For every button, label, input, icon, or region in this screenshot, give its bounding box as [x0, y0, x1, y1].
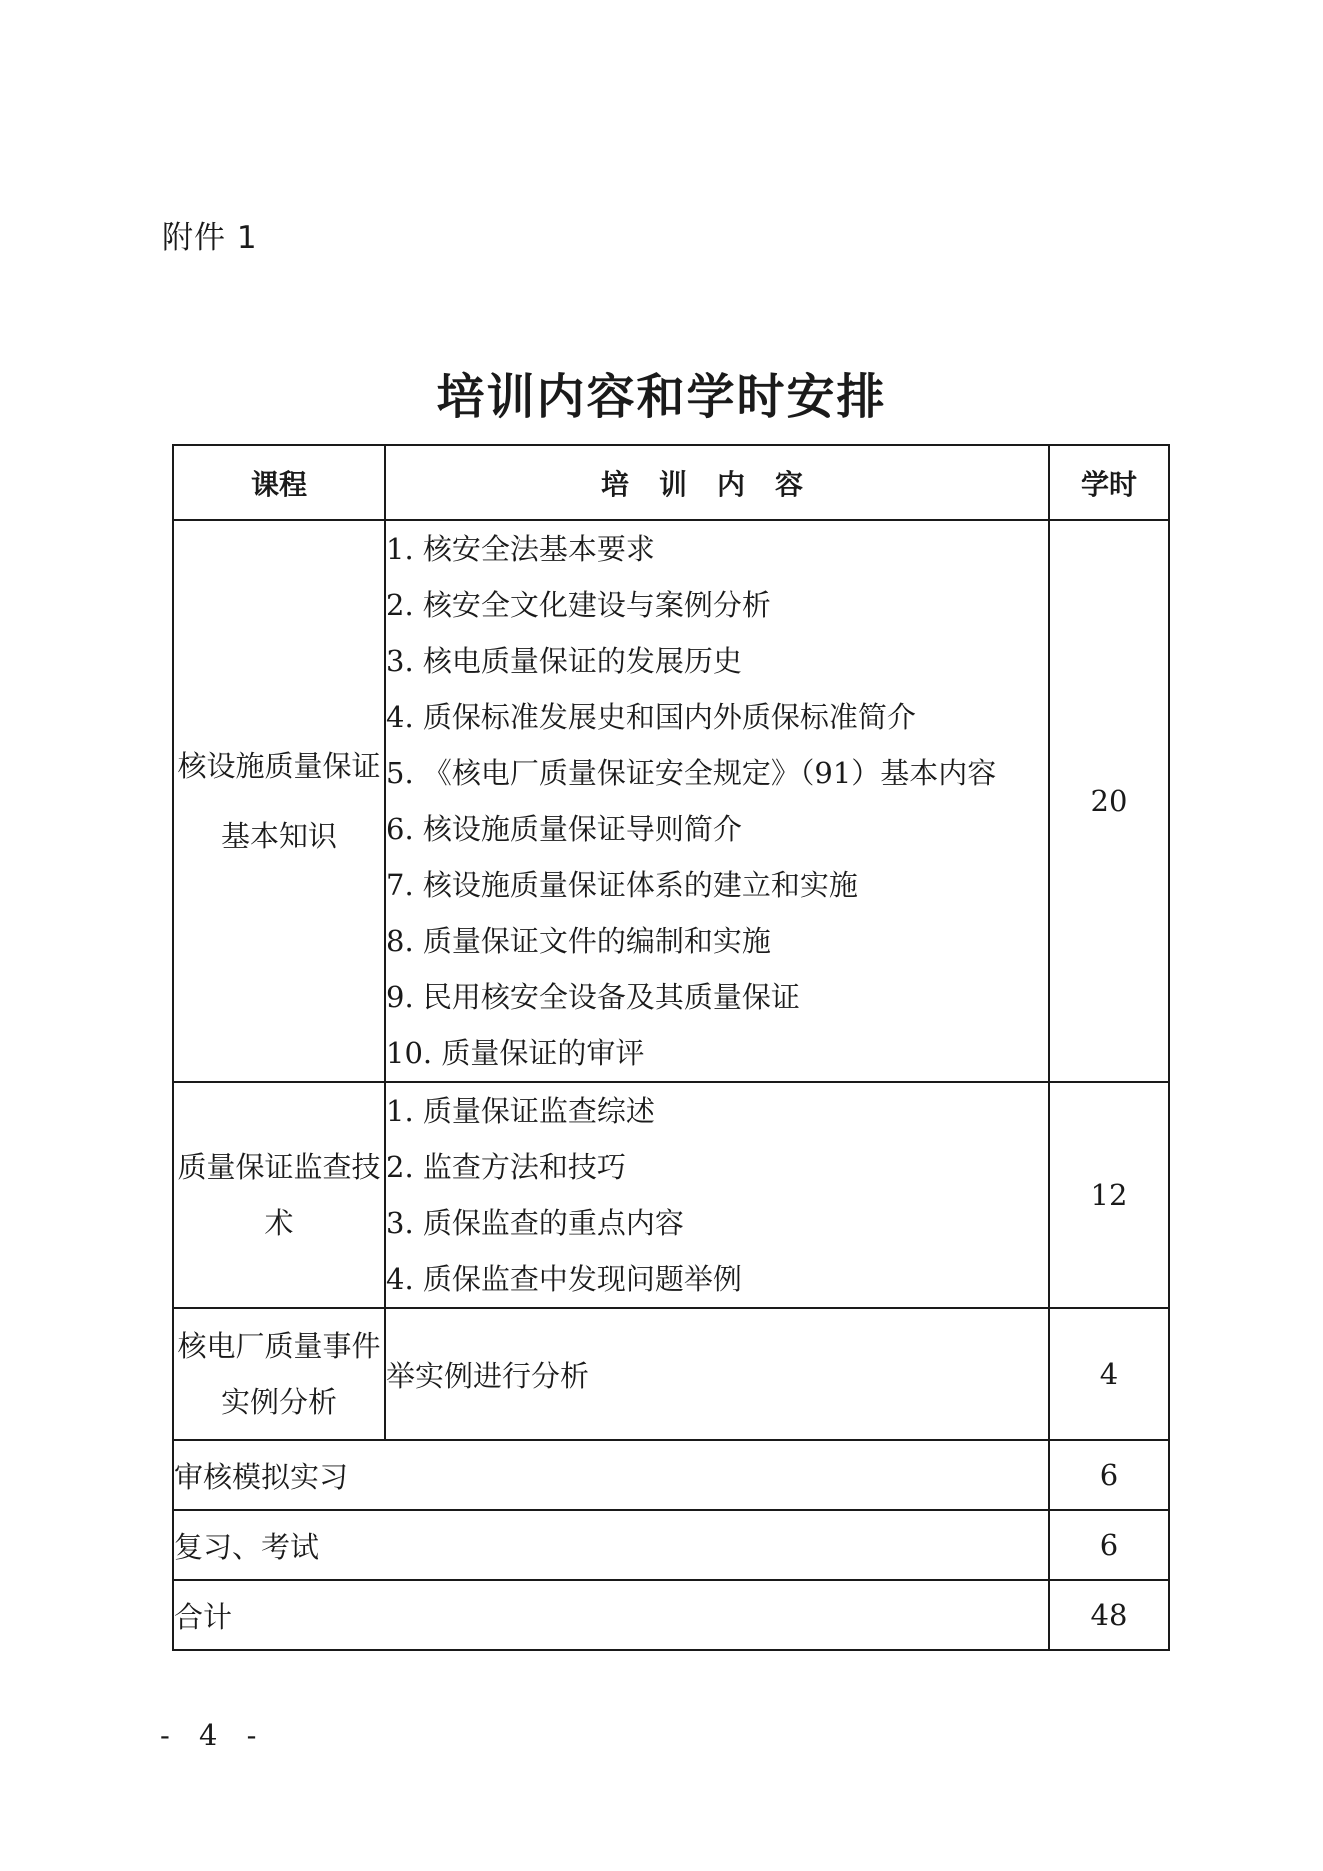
content-item: 4. 质保标准发展史和国内外质保标准简介 — [386, 700, 916, 734]
table-row — [173, 1580, 1169, 1650]
table-row — [173, 520, 1169, 1082]
page-number: - 4 - — [160, 1718, 267, 1752]
hours-cell: 6 — [1049, 1510, 1169, 1580]
course-cell: 核电厂质量事件实例分析 — [173, 1308, 385, 1440]
content-item: 10. 质量保证的审评 — [386, 1036, 645, 1070]
content-item: 2. 核安全文化建设与案例分析 — [386, 588, 771, 622]
content-item: 3. 核电质量保证的发展历史 — [386, 644, 742, 678]
table-row — [173, 1510, 1169, 1580]
table-row — [173, 1440, 1169, 1510]
hours-cell: 12 — [1049, 1082, 1169, 1308]
content-item: 2. 监查方法和技巧 — [386, 1150, 626, 1184]
content-item: 1. 质量保证监查综述 — [386, 1094, 655, 1128]
document-title: 培训内容和学时安排 — [436, 369, 887, 425]
content-item: 8. 质量保证文件的编制和实施 — [386, 924, 771, 958]
course-cell: 核设施质量保证基本知识 — [173, 520, 385, 1082]
content-item: 6. 核设施质量保证导则简介 — [386, 812, 742, 846]
hours-cell: 6 — [1049, 1440, 1169, 1510]
header-content: 培训内容 — [385, 445, 1049, 520]
training-schedule-table — [172, 444, 1170, 1651]
content-item: 7. 核设施质量保证体系的建立和实施 — [386, 868, 858, 902]
content-item: 4. 质保监查中发现问题举例 — [386, 1262, 742, 1296]
content-item: 1. 核安全法基本要求 — [386, 532, 655, 566]
content-item: 3. 质保监查的重点内容 — [386, 1206, 684, 1240]
table-row — [173, 1308, 1169, 1440]
header-course: 课程 — [173, 445, 385, 520]
total-hours: 48 — [1049, 1580, 1169, 1650]
content-item: 5. 《核电厂质量保证安全规定》（91）基本内容 — [386, 756, 997, 790]
course-cell: 审核模拟实习 — [173, 1440, 1049, 1510]
table-row — [173, 1082, 1169, 1308]
content-cell — [385, 1082, 1049, 1308]
table-header-row — [173, 445, 1169, 520]
content-cell — [385, 520, 1049, 1082]
hours-cell: 20 — [1049, 520, 1169, 1082]
content-item: 9. 民用核安全设备及其质量保证 — [386, 980, 800, 1014]
total-label: 合计 — [173, 1580, 1049, 1650]
header-hours: 学时 — [1049, 445, 1169, 520]
attachment-label: 附件 1 — [162, 220, 258, 256]
content-cell: 举实例进行分析 — [385, 1308, 1049, 1440]
course-cell: 质量保证监查技术 — [173, 1082, 385, 1308]
hours-cell: 4 — [1049, 1308, 1169, 1440]
course-cell: 复习、考试 — [173, 1510, 1049, 1580]
